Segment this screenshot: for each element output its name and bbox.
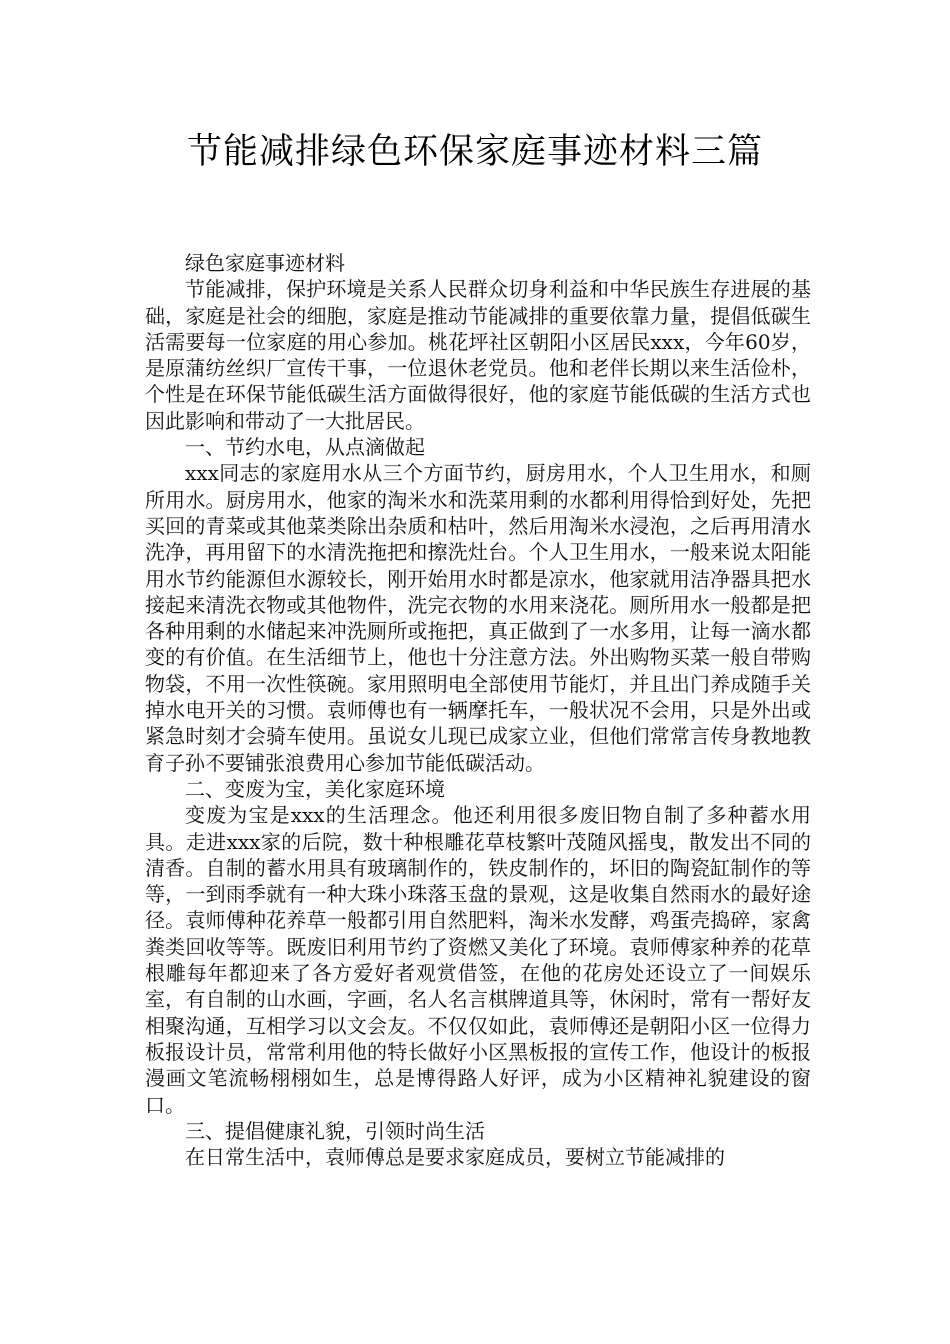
section-subtitle: 绿色家庭事迹材料 xyxy=(185,251,345,275)
paragraph-healthy-living: 在日常生活中，袁师傅总是要求家庭成员，要树立节能减排的 xyxy=(185,1145,725,1170)
section-heading-1: 一、节约水电，从点滴做起 xyxy=(185,435,425,460)
section-heading-3: 三、提倡健康礼貌，引领时尚生活 xyxy=(185,1118,485,1143)
section-heading-2: 二、变废为宝，美化家庭环境 xyxy=(185,776,445,801)
document-title: 节能减排绿色环保家庭事迹材料三篇 xyxy=(186,132,763,172)
paragraph-intro: 节能减排，保护环境是关系人民群众切身利益和中华民族生存进展的基础，家庭是社会的细胞，家庭是推动节能减排的重要依靠力量，提倡低碳生活需要每一位家庭的用心参加。桃花坪社区朝阳小区居民xxx，今年60岁，是原蒲纺丝织厂宣传干事，一位退休老党员。他和老伴长期以来生活俭朴，个性是在环保节能低碳生活方面做得很好，他的家庭节能低碳的生活方式也因此影响和带动了一大批居民。 xyxy=(145,277,811,433)
paragraph-water-saving: xxx同志的家庭用水从三个方面节约，厨房用水，个人卫生用水，和厕所用水。厨房用水，他家的淘米水和洗菜用剩的水都利用得恰到好处，先把买回的青菜或其他菜类除出杂质和枯叶，然后用淘米水浸泡，之后再用清水洗净，再用留下的水清洗拖把和擦洗灶台。个人卫生用水，一般来说太阳能用水节约能源但水源较长，刚开始用水时都是凉水，他家就用洁净器具把水接起来清洗衣物或其他物件，洗完衣物的水用来浇花。厕所用水一般都是把各种用剩的水储起来冲洗厕所或拖把，真正做到了一水多用，让每一滴水都变的有价值。在生活细节上，他也十分注意方法。外出购物买菜一般自带购物袋，不用一次性筷碗。家用照明电全部使用节能灯，并且出门养成随手关掉水电开关的习惯。袁师傅也有一辆摩托车，一般状况不会用，只是外出或紧急时刻才会骑车使用。虽说女儿现已成家立业，但他们常常言传身教地教育子孙不要铺张浪费用心参加节能低碳活动。 xyxy=(145,461,811,775)
paragraph-recycling: 变废为宝是xxx的生活理念。他还利用很多废旧物自制了多种蓄水用具。走进xxx家的后院，数十种根雕花草枝繁叶茂随风摇曳，散发出不同的清香。自制的蓄水用具有玻璃制作的，铁皮制作的，坏旧的陶瓷缸制作的等等，一到雨季就有一种大珠小珠落玉盘的景观，这是收集自然雨水的最好途径。袁师傅种花养草一般都引用自然肥料，淘米水发酵，鸡蛋壳捣碎，家禽粪类回收等等。既废旧利用节约了资燃又美化了环境。袁师傅家种养的花草根雕每年都迎来了各方爱好者观赏借签，在他的花房处还设立了一间娱乐室，有自制的山水画，字画，名人名言棋牌道具等，休闲时，常有一帮好友相聚沟通，互相学习以文会友。不仅仅如此，袁师傅还是朝阳小区一位得力板报设计员，常常利用他的特长做好小区黑板报的宣传工作，他设计的板报漫画文笔流畅栩栩如生，总是博得路人好评，成为小区精神礼貌建设的窗口。 xyxy=(145,803,811,1117)
document-body xyxy=(145,250,811,1170)
